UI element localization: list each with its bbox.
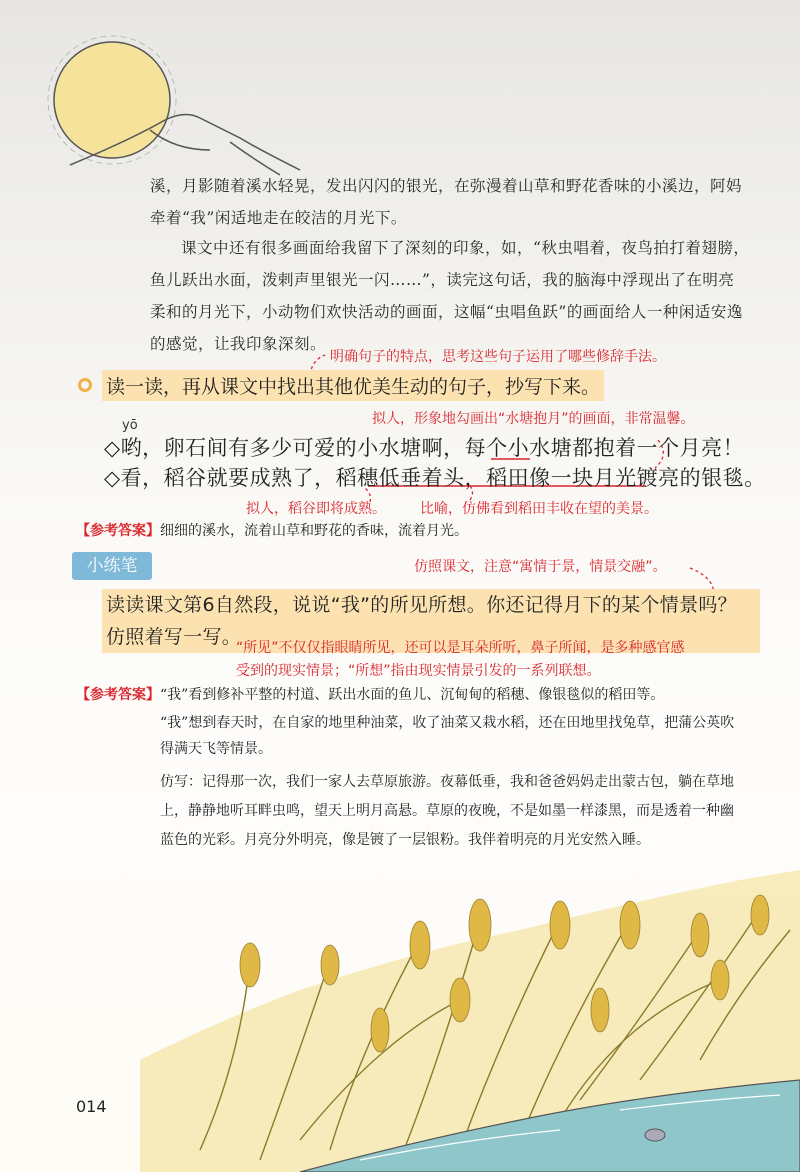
- note-personification-2: 拟人，稻谷即将成熟。: [246, 501, 386, 517]
- answer-2-line-1: [76, 684, 664, 704]
- sentence-1-part-a: ◇哟，卵石间有多少可爱的小水塘啊，每个小水塘都: [104, 436, 594, 460]
- answer-2-text-2: “我”想到春天时，在自家的地里种油菜，收了油菜又栽水稻，还在田地里找兔草，把蒲公英吹得满天飞等情景。: [160, 715, 735, 757]
- note-seen-line-2: 受到的现实情景；“所想”指由现实情景引发的一系列联想。: [236, 663, 601, 679]
- task-read-underlined: 从课文中找出其他优美生动的句子: [201, 376, 487, 398]
- answer-2-text-1: “我”看到修补平整的村道、跃出水面的鱼儿、沉甸甸的稻穗、像银毯似的稻田等。: [160, 687, 665, 703]
- practice-task-part-c: 着写一写。: [144, 626, 242, 648]
- answer-2-text-3: 仿写：记得那一次，我们一家人去草原旅游。夜幕低垂，我和爸爸妈妈走出蒙古包，躺在草地上，静静地听耳畔虫鸣，望天上明月高悬。草原的夜晚，不是如墨一样漆黑，而是透着一种幽蓝色的光彩。月亮分外明亮，像是镀了一层银粉。我伴着明亮的月光安然入睡。: [160, 774, 734, 848]
- answer-1-text: 细细的溪水，流着山草和野花的香味，流着月光。: [160, 523, 468, 539]
- pinyin-yo: yō: [122, 418, 138, 433]
- note-personification-1: 拟人，形象地勾画出“水塘抱月”的画面，非常温馨。: [372, 411, 695, 427]
- sentence-2-part-b: 低垂着头: [378, 466, 465, 490]
- task-read-suffix: ，抄写下来。: [486, 376, 601, 398]
- sentence-2-part-e: 。: [744, 466, 766, 490]
- sentence-2-part-d: 稻田像一块月光镀亮的银毯: [486, 466, 745, 490]
- note-imitate: 仿照课文，注意“寓情于景，情景交融”。: [414, 559, 667, 575]
- note-metaphor: 比喻，仿佛看到稻田丰收在望的美景。: [420, 501, 658, 517]
- answer-1: [76, 520, 468, 540]
- answer-2-tag: 【参考答案】: [76, 687, 160, 703]
- intro-paragraph-2: 课文中还有很多画面给我留下了深刻的印象，如，“秋虫唱着，夜鸟拍打着翅膀，鱼儿跃出水面，泼剌声里银光一闪……”，读完这句话，我的脑海中浮现出了在明亮柔和的月光下，小动物们欢快活动的画面，这幅“虫唱鱼跃”的画面给人一种闲适安逸的感觉，让我印象深刻。: [150, 239, 750, 353]
- sentence-1: [104, 432, 744, 462]
- task-read-prefix: 读一读，再: [106, 376, 202, 398]
- practice-task-part-a: 读读课文第6自然段，说说“我”的所见所想。你还记得月下的某个情景吗？: [106, 594, 737, 616]
- page-number: 014: [76, 1097, 107, 1116]
- sentence-2-part-c: ，: [464, 466, 487, 490]
- sentence-2: [104, 462, 766, 492]
- moon-illustration: [48, 36, 176, 164]
- note-rhetoric: 明确句子的特点，思考这些句子运用了哪些修辞手法。: [330, 349, 666, 365]
- task-read-instruction: [102, 370, 604, 401]
- practice-badge: 小练笔: [72, 552, 152, 580]
- intro-paragraph-1: 溪，月影随着溪水轻晃，发出闪闪的银光，在弥漫着山草和野花香味的小溪边，阿妈牵着“我”闲适地走在皎洁的月光下。: [150, 177, 743, 227]
- task-bullet-icon: [78, 378, 92, 392]
- practice-task-part-b: 仿照: [106, 626, 145, 648]
- note-seen-line-1: “所见”不仅仅指眼睛所见，还可以是耳朵所听，鼻子所闻，是多种感官感: [236, 640, 685, 656]
- sentence-2-part-a: ◇看，稻谷就要成熟了，稻穗: [104, 466, 379, 490]
- answer-1-tag: 【参考答案】: [76, 523, 160, 539]
- sentence-1-part-c: 着一个月亮！: [615, 436, 745, 460]
- sentence-1-part-b: 抱: [593, 436, 616, 460]
